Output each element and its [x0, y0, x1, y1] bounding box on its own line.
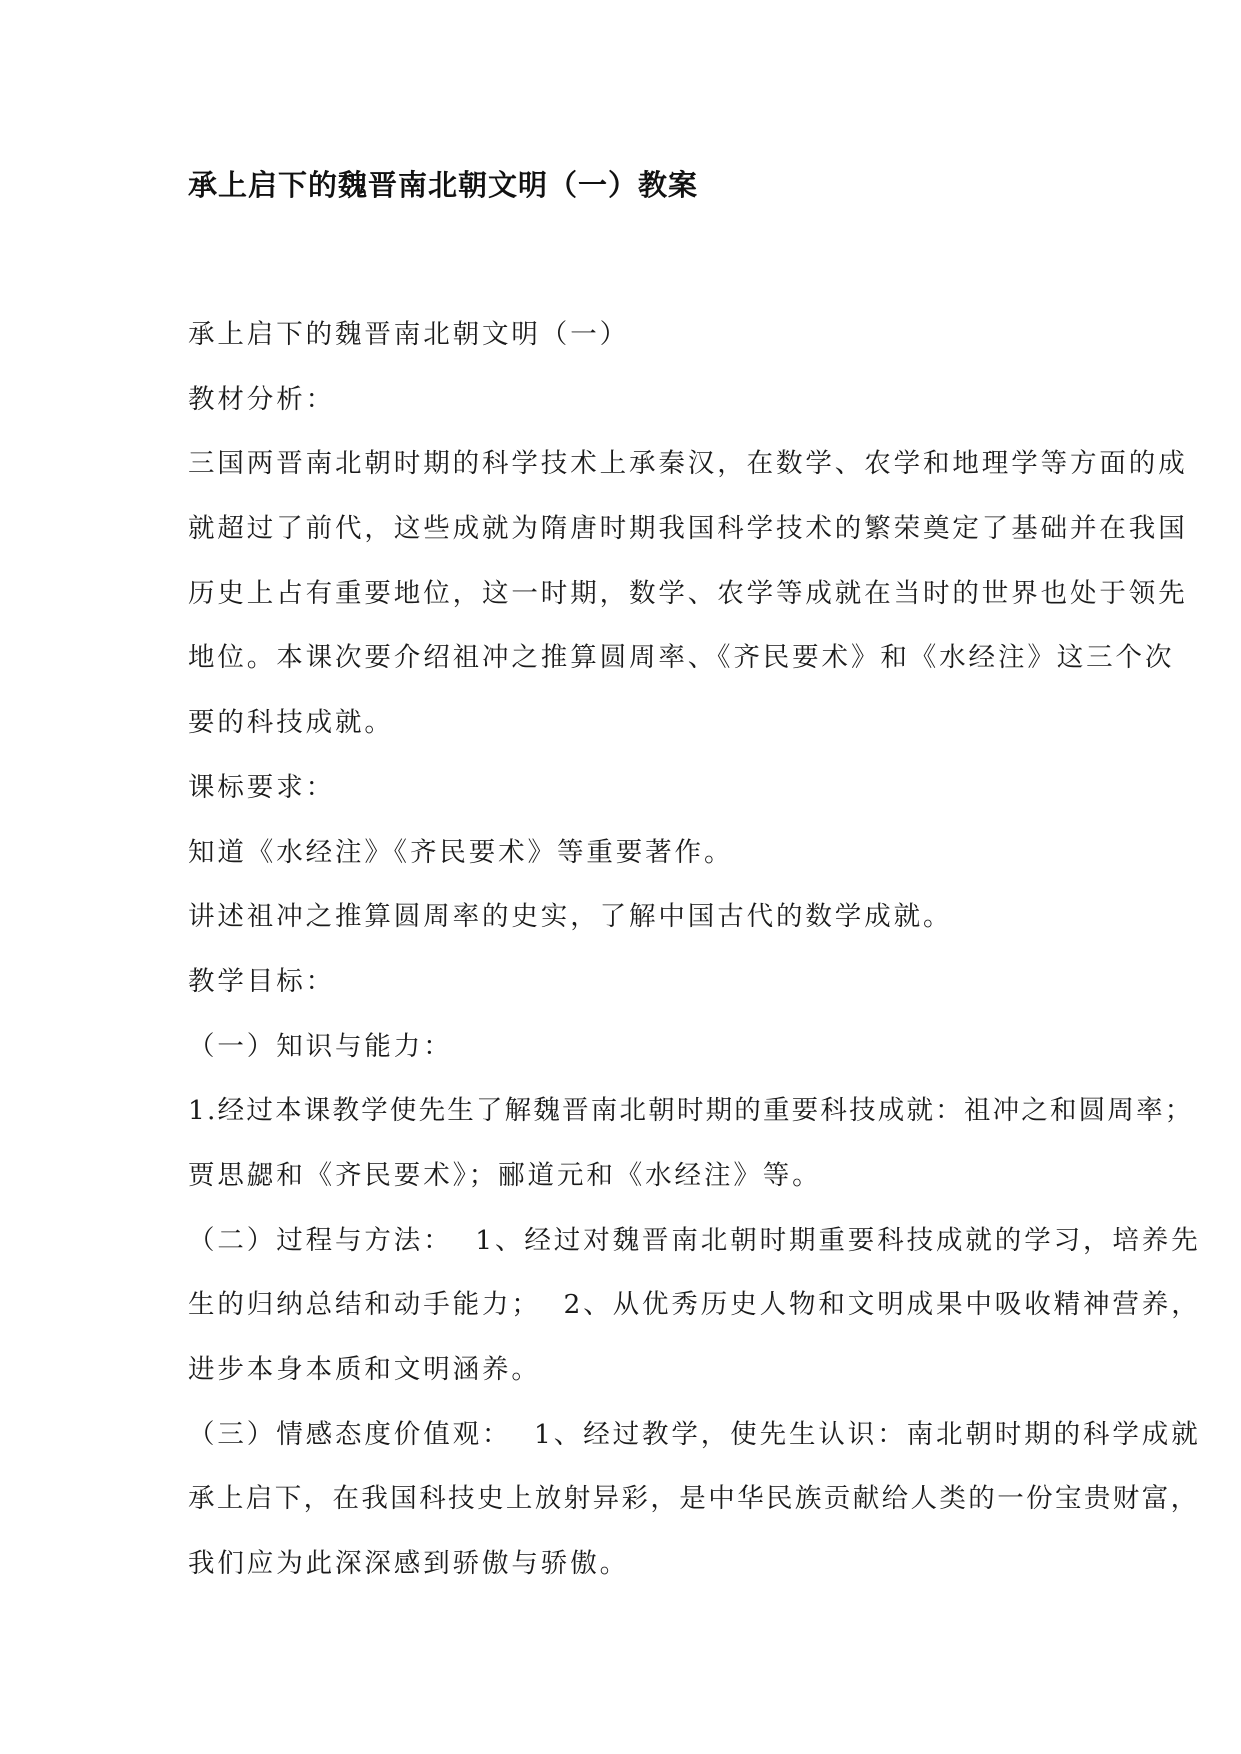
body-text-line: 就超过了前代，这些成就为隋唐时期我国科学技术的繁荣奠定了基础并在我国: [188, 513, 1188, 545]
body-text-line: 知道《水经注》《齐民要术》等重要著作。: [188, 836, 734, 868]
body-text-line: 三国两晋南北朝时期的科学技术上承秦汉，在数学、农学和地理学等方面的成: [188, 448, 1188, 480]
subtitle-line: 承上启下的魏晋南北朝文明（一）: [188, 319, 629, 350]
body-text-line: （三）情感态度价值观： 1、经过教学，使先生认识：南北朝时期的科学成就: [188, 1418, 1201, 1450]
body-text-line: 地位。本课次要介绍祖冲之推算圆周率、《齐民要术》和《水经注》这三个次: [188, 642, 1175, 674]
body-text-line: 承上启下，在我国科技史上放射异彩，是中华民族贡献给人类的一份宝贵财富，: [188, 1483, 1200, 1515]
body-text-line: 生的归纳总结和动手能力； 2、从优秀历史人物和文明成果中吸收精神营养，: [188, 1289, 1201, 1321]
section-heading-curriculum-requirements: 课标要求：: [188, 771, 335, 803]
body-text-line: 要的科技成就。: [188, 707, 394, 739]
document-body: [188, 303, 1218, 1597]
body-text-line: 进步本身本质和文明涵养。: [188, 1354, 541, 1385]
body-text-line: 历史上占有重要地位，这一时期，数学、农学等成就在当时的世界也处于领先: [188, 577, 1188, 609]
body-text-line: 讲述祖冲之推算圆周率的史实，了解中国古代的数学成就。: [188, 901, 953, 933]
body-text-line: 我们应为此深深感到骄傲与骄傲。: [188, 1548, 629, 1580]
body-text-line: （二）过程与方法： 1、经过对魏晋南北朝时期重要科技成就的学习，培养先: [188, 1224, 1201, 1256]
section-heading-textbook-analysis: 教材分析：: [188, 383, 335, 415]
body-text-line: 贾思勰和《齐民要术》；郦道元和《水经注》等。: [188, 1159, 822, 1191]
body-text-line: 1.经过本课教学使先生了解魏晋南北朝时期的重要科技成就：祖冲之和圆周率；: [188, 1095, 1194, 1127]
section-heading-teaching-goals: 教学目标：: [188, 965, 335, 997]
subsection-heading-knowledge: （一）知识与能力：: [188, 1030, 453, 1062]
document-title: 承上启下的魏晋南北朝文明（一）教案: [188, 168, 699, 202]
